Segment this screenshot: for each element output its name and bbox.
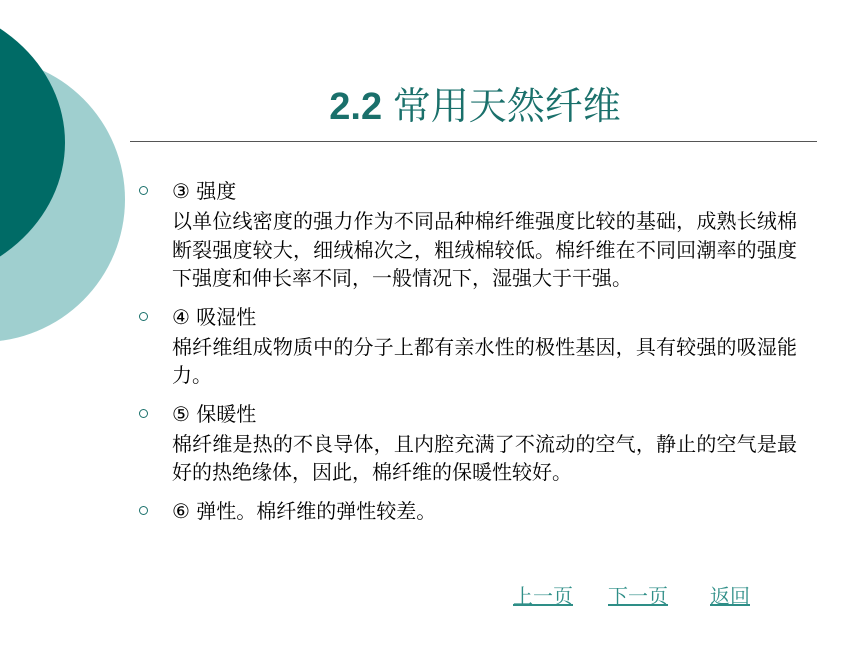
title-divider xyxy=(130,141,817,142)
bullet-heading: ④ 吸湿性 xyxy=(172,304,257,329)
bullet-heading-row xyxy=(130,398,810,430)
bullet-heading-row xyxy=(130,495,810,527)
bullet-heading-row xyxy=(130,175,810,207)
back-link[interactable]: 返回 xyxy=(710,584,750,608)
bullet-heading: ⑤ 保暖性 xyxy=(172,401,257,426)
bullet-heading-row xyxy=(130,301,810,333)
bullet-item-strength xyxy=(130,175,810,293)
bullet-item-elasticity xyxy=(130,495,810,527)
hollow-circle-bullet-icon xyxy=(139,506,148,515)
hollow-circle-bullet-icon xyxy=(139,409,148,418)
hollow-circle-bullet-icon xyxy=(139,186,148,195)
bullet-heading: ⑥ 弹性。棉纤维的弹性较差。 xyxy=(172,498,437,523)
bullet-list xyxy=(130,175,810,527)
title-number: 2.2 xyxy=(329,86,383,128)
bullet-body: 棉纤维组成物质中的分子上都有亲水性的极性基因，具有较强的吸湿能力。 xyxy=(172,334,797,387)
prev-page-link[interactable]: 上一页 xyxy=(513,584,573,608)
hollow-circle-bullet-icon xyxy=(139,312,148,321)
title-text: 常用天然纤维 xyxy=(392,86,621,128)
bullet-body: 以单位线密度的强力作为不同品种棉纤维强度比较的基础，成熟长绒棉断裂强度较大，细绒棉次之，粗绒棉较低。棉纤维在不同回潮率的强度下强度和伸长率不同，一般情况下，湿强大于干强。 xyxy=(172,209,797,290)
bullet-body: 棉纤维是热的不良导体，且内腔充满了不流动的空气，静止的空气是最好的热绝缘体，因此，棉纤维的保暖性较好。 xyxy=(172,431,797,484)
slide-title xyxy=(130,80,820,134)
bullet-heading: ③ 强度 xyxy=(172,179,237,203)
bullet-item-warmth xyxy=(130,398,810,487)
next-page-link[interactable]: 下一页 xyxy=(608,584,668,608)
bullet-item-hygroscopicity xyxy=(130,301,810,390)
slide-navigation xyxy=(513,582,813,610)
